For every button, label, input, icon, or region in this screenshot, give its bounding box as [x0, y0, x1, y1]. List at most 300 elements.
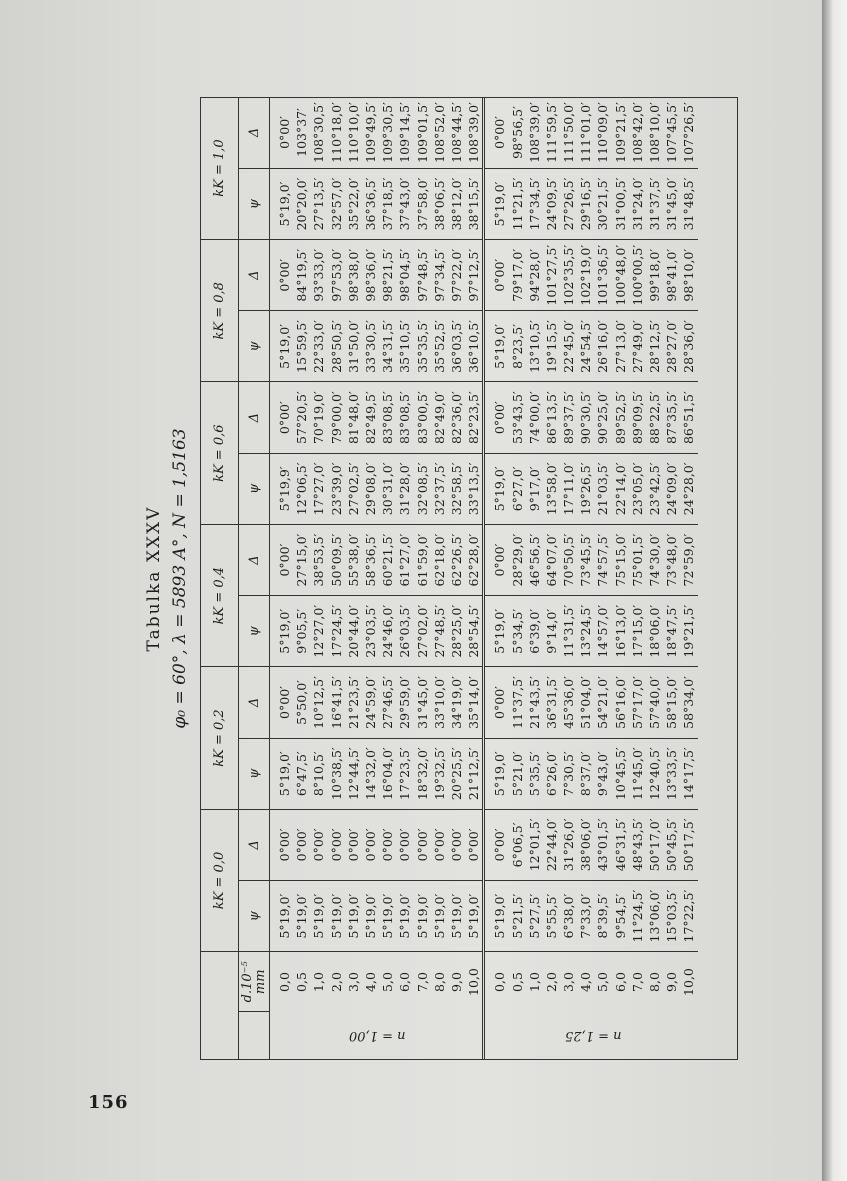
- psi-cell: 19°21,5′: [680, 596, 697, 667]
- psi-cell: 5°19,0′: [484, 738, 509, 809]
- psi-cell: 7°30,5′: [560, 738, 577, 809]
- delta-cell: 97°53,0′: [328, 240, 345, 311]
- table-row: [646, 97, 663, 1060]
- psi-cell: 28°12,5′: [646, 311, 663, 382]
- psi-cell: 5°27,5′: [526, 880, 543, 951]
- psi-cell: 31°48,5′: [680, 168, 697, 239]
- psi-cell: 5°19,0′: [310, 880, 327, 951]
- table-row: [526, 97, 543, 1060]
- psi-cell: 23°05,0′: [629, 453, 646, 524]
- delta-cell: 75°15,0′: [612, 524, 629, 595]
- delta-header: Δ: [239, 667, 270, 738]
- table-row: [484, 97, 509, 1060]
- table-row: [577, 97, 594, 1060]
- delta-cell: 101°36,5′: [594, 240, 611, 311]
- delta-cell: 108°52,0′: [431, 97, 448, 168]
- thickness-cell: 9,0: [448, 972, 464, 992]
- thickness-cell: 8,0: [647, 972, 663, 992]
- psi-cell: 27°49,0′: [629, 311, 646, 382]
- psi-cell: 35°22,0′: [345, 168, 362, 239]
- psi-cell: 32°57,0′: [328, 168, 345, 239]
- delta-cell: 50°17,5′: [680, 809, 697, 880]
- psi-cell: 5°21,5′: [508, 880, 525, 951]
- delta-cell: 0°00′: [345, 809, 362, 880]
- delta-cell: 51°04,0′: [577, 667, 594, 738]
- header-corner-d: [200, 952, 239, 1012]
- psi-cell: 9°17,0′: [526, 453, 543, 524]
- delta-cell: 0°00′: [431, 809, 448, 880]
- table-row: [663, 97, 680, 1060]
- thickness-cell: 1,0: [526, 972, 542, 992]
- delta-cell: 82°49,0′: [431, 382, 448, 453]
- psi-cell: 17°22,5′: [680, 880, 697, 951]
- psi-cell: 17°34,5′: [526, 168, 543, 239]
- thickness-cell: 3,0: [345, 972, 361, 992]
- psi-cell: 5°19,0′: [345, 880, 362, 951]
- table-row: [379, 97, 396, 1060]
- thickness-cell: 2,0: [328, 972, 344, 992]
- delta-cell: 98°04,5′: [396, 240, 413, 311]
- delta-cell: 102°19,0′: [577, 240, 594, 311]
- table-row: [448, 97, 465, 1060]
- psi-cell: 5°19,0′: [270, 168, 294, 239]
- delta-cell: 6°06,5′: [508, 809, 525, 880]
- delta-cell: 74°57,5′: [594, 524, 611, 595]
- delta-cell: 108°30,5′: [310, 97, 327, 168]
- delta-cell: 61°59,0′: [414, 524, 431, 595]
- psi-header: ψ: [239, 596, 270, 667]
- psi-cell: 28°27,0′: [663, 311, 680, 382]
- psi-cell: 20°20,0′: [293, 168, 310, 239]
- thickness-cell: 8,0: [431, 972, 447, 992]
- psi-cell: 34°31,5′: [379, 311, 396, 382]
- thickness-cell: 0,0: [277, 972, 293, 992]
- delta-cell: 79°17,0′: [508, 240, 525, 311]
- n-label-cell: [270, 1012, 484, 1060]
- psi-cell: 18°32,0′: [414, 738, 431, 809]
- delta-cell: 0°00′: [362, 809, 379, 880]
- delta-header: Δ: [239, 524, 270, 595]
- psi-cell: 16°04,0′: [379, 738, 396, 809]
- delta-cell: 57°20,5′: [293, 382, 310, 453]
- psi-cell: 22°14,0′: [612, 453, 629, 524]
- delta-cell: 62°28,0′: [465, 524, 484, 595]
- k-header: kK = 0,8: [200, 240, 239, 382]
- table-row: [414, 97, 431, 1060]
- d-header: d.10⁻⁵ mm: [239, 952, 270, 1012]
- psi-cell: 36°36,5′: [362, 168, 379, 239]
- psi-cell: 5°19,0′: [484, 453, 509, 524]
- delta-cell: 57°40,0′: [646, 667, 663, 738]
- delta-cell: 74°30,0′: [646, 524, 663, 595]
- delta-cell: 108°10,0′: [646, 97, 663, 168]
- k-header: kK = 0,0: [200, 809, 239, 951]
- delta-cell: 99°18,0′: [646, 240, 663, 311]
- delta-cell: 29°59,0′: [396, 667, 413, 738]
- delta-cell: 79°00,0′: [328, 382, 345, 453]
- thickness-cell: 0,5: [509, 972, 525, 992]
- delta-cell: 97°48,5′: [414, 240, 431, 311]
- delta-cell: 88°22,5′: [646, 382, 663, 453]
- delta-cell: 110°09,0′: [594, 97, 611, 168]
- n-label-cell: [484, 1012, 698, 1060]
- delta-cell: 100°00,5′: [629, 240, 646, 311]
- delta-header: Δ: [239, 809, 270, 880]
- delta-cell: 90°30,5′: [577, 382, 594, 453]
- delta-cell: 5°50,0′: [293, 667, 310, 738]
- delta-cell: 94°28,0′: [526, 240, 543, 311]
- k-header: kK = 0,2: [200, 667, 239, 809]
- delta-cell: 108°39,0′: [465, 97, 484, 168]
- delta-cell: 83°08,5′: [379, 382, 396, 453]
- psi-cell: 10°38,5′: [328, 738, 345, 809]
- delta-cell: 111°59,5′: [543, 97, 560, 168]
- psi-cell: 17°11,0′: [560, 453, 577, 524]
- psi-header: ψ: [239, 880, 270, 951]
- psi-cell: 24°28,0′: [680, 453, 697, 524]
- psi-cell: 29°16,5′: [577, 168, 594, 239]
- psi-cell: 5°19,0′: [270, 311, 294, 382]
- thickness-cell: 6,0: [397, 972, 413, 992]
- delta-cell: 110°10,0′: [345, 97, 362, 168]
- delta-cell: 0°00′: [414, 809, 431, 880]
- psi-cell: 11°31,5′: [560, 596, 577, 667]
- psi-cell: 13°10,5′: [526, 311, 543, 382]
- psi-cell: 31°37,5′: [646, 168, 663, 239]
- psi-cell: 5°19,0′: [270, 880, 294, 951]
- delta-cell: 107°26,5′: [680, 97, 697, 168]
- delta-cell: 83°00,5′: [414, 382, 431, 453]
- psi-cell: 36°03,5′: [448, 311, 465, 382]
- delta-cell: 70°50,5′: [560, 524, 577, 595]
- psi-cell: 5°19,0′: [484, 880, 509, 951]
- delta-cell: 27°46,5′: [379, 667, 396, 738]
- delta-cell: 0°00′: [484, 382, 509, 453]
- psi-cell: 10°45,5′: [612, 738, 629, 809]
- table-row: [293, 97, 310, 1060]
- psi-cell: 5°55,5′: [543, 880, 560, 951]
- table-row: [465, 97, 484, 1060]
- psi-cell: 5°19,0′: [379, 880, 396, 951]
- psi-cell: 27°13,5′: [310, 168, 327, 239]
- delta-cell: 97°22,0′: [448, 240, 465, 311]
- psi-cell: 24°09,5′: [543, 168, 560, 239]
- psi-header: ψ: [239, 453, 270, 524]
- delta-cell: 0°00′: [484, 97, 509, 168]
- delta-cell: 46°56,5′: [526, 524, 543, 595]
- thickness-cell: 4,0: [578, 972, 594, 992]
- psi-cell: 8°37,0′: [577, 738, 594, 809]
- delta-header: Δ: [239, 97, 270, 168]
- psi-cell: 11°45,0′: [629, 738, 646, 809]
- table-row: [560, 97, 577, 1060]
- delta-cell: 82°49,5′: [362, 382, 379, 453]
- thickness-cell: 6,0: [612, 972, 628, 992]
- delta-cell: 64°07,0′: [543, 524, 560, 595]
- delta-cell: 98°10,0′: [680, 240, 697, 311]
- psi-cell: 31°28,0′: [396, 453, 413, 524]
- psi-cell: 26°16,0′: [594, 311, 611, 382]
- delta-cell: 58°15,0′: [663, 667, 680, 738]
- psi-cell: 8°39,5′: [594, 880, 611, 951]
- table-row: [270, 97, 294, 1060]
- delta-cell: 34°19,0′: [448, 667, 465, 738]
- psi-cell: 5°19,0′: [270, 596, 294, 667]
- delta-cell: 31°26,0′: [560, 809, 577, 880]
- psi-cell: 35°35,5′: [414, 311, 431, 382]
- delta-cell: 0°00′: [379, 809, 396, 880]
- psi-cell: 5°19,0′: [293, 880, 310, 951]
- psi-cell: 9°43,0′: [594, 738, 611, 809]
- delta-cell: 43°01,5′: [594, 809, 611, 880]
- delta-cell: 108°39,0′: [526, 97, 543, 168]
- delta-cell: 0°00′: [270, 667, 294, 738]
- psi-cell: 19°15,5′: [543, 311, 560, 382]
- delta-cell: 73°45,5′: [577, 524, 594, 595]
- psi-cell: 21°03,5′: [594, 453, 611, 524]
- table-row: [629, 97, 646, 1060]
- psi-cell: 14°57,0′: [594, 596, 611, 667]
- psi-cell: 27°48,5′: [431, 596, 448, 667]
- psi-header: ψ: [239, 738, 270, 809]
- thickness-cell: 4,0: [363, 972, 379, 992]
- psi-cell: 30°31,0′: [379, 453, 396, 524]
- delta-cell: 24°59,0′: [362, 667, 379, 738]
- psi-cell: 5°19,0′: [270, 738, 294, 809]
- delta-cell: 54°21,0′: [594, 667, 611, 738]
- delta-cell: 102°35,5′: [560, 240, 577, 311]
- psi-cell: 20°44,0′: [345, 596, 362, 667]
- psi-cell: 5°19,0′: [414, 880, 431, 951]
- delta-cell: 0°00′: [484, 524, 509, 595]
- thickness-cell: 7,0: [629, 972, 645, 992]
- psi-cell: 12°27,0′: [310, 596, 327, 667]
- delta-cell: 58°36,5′: [362, 524, 379, 595]
- delta-cell: 73°48,0′: [663, 524, 680, 595]
- psi-cell: 8°10,5′: [310, 738, 327, 809]
- psi-cell: 7°33,0′: [577, 880, 594, 951]
- psi-cell: 37°18,5′: [379, 168, 396, 239]
- delta-cell: 53°43,5′: [508, 382, 525, 453]
- delta-cell: 31°45,0′: [414, 667, 431, 738]
- thickness-cell: 5,0: [380, 972, 396, 992]
- data-table: [200, 97, 698, 1060]
- delta-cell: 10°12,5′: [310, 667, 327, 738]
- delta-cell: 48°43,5′: [629, 809, 646, 880]
- psi-cell: 13°24,5′: [577, 596, 594, 667]
- delta-cell: 82°36,0′: [448, 382, 465, 453]
- psi-cell: 11°24,5′: [629, 880, 646, 951]
- delta-cell: 111°50,0′: [560, 97, 577, 168]
- psi-cell: 17°24,5′: [328, 596, 345, 667]
- delta-cell: 0°00′: [448, 809, 465, 880]
- psi-cell: 5°19,0′: [484, 168, 509, 239]
- psi-header: ψ: [239, 311, 270, 382]
- psi-cell: 5°19,0′: [465, 880, 484, 951]
- psi-cell: 12°44,5′: [345, 738, 362, 809]
- delta-cell: 110°18,0′: [328, 97, 345, 168]
- delta-cell: 0°00′: [270, 382, 294, 453]
- delta-cell: 86°13,5′: [543, 382, 560, 453]
- thickness-cell: 7,0: [414, 972, 430, 992]
- psi-cell: 32°37,5′: [431, 453, 448, 524]
- page-number: 156: [88, 1092, 129, 1113]
- psi-cell: 5°19,0′: [484, 596, 509, 667]
- delta-cell: 0°00′: [270, 240, 294, 311]
- table-row: [345, 97, 362, 1060]
- delta-cell: 86°51,5′: [680, 382, 697, 453]
- delta-cell: 50°09,5′: [328, 524, 345, 595]
- table-row: [362, 97, 379, 1060]
- delta-cell: 38°53,5′: [310, 524, 327, 595]
- n-label: n = 1,25: [564, 1028, 622, 1044]
- delta-cell: 60°21,5′: [379, 524, 396, 595]
- psi-cell: 24°09,0′: [663, 453, 680, 524]
- psi-cell: 6°26,0′: [543, 738, 560, 809]
- delta-cell: 87°35,5′: [663, 382, 680, 453]
- psi-cell: 13°58,0′: [543, 453, 560, 524]
- psi-cell: 19°26,5′: [577, 453, 594, 524]
- delta-cell: 100°48,0′: [612, 240, 629, 311]
- delta-cell: 62°26,5′: [448, 524, 465, 595]
- psi-cell: 11°21,5′: [508, 168, 525, 239]
- delta-cell: 22°44,0′: [543, 809, 560, 880]
- psi-cell: 5°19,9′: [270, 453, 294, 524]
- delta-cell: 81°48,0′: [345, 382, 362, 453]
- delta-cell: 111°01,0′: [577, 97, 594, 168]
- delta-cell: 70°19,0′: [310, 382, 327, 453]
- psi-cell: 33°13,5′: [465, 453, 484, 524]
- psi-cell: 6°38,0′: [560, 880, 577, 951]
- psi-cell: 5°19,0′: [396, 880, 413, 951]
- header-blank: [239, 1012, 270, 1060]
- delta-cell: 98°21,5′: [379, 240, 396, 311]
- psi-cell: 27°02,5′: [345, 453, 362, 524]
- psi-cell: 9°54,5′: [612, 880, 629, 951]
- n-label: n = 1,00: [349, 1028, 406, 1044]
- psi-cell: 37°43,0′: [396, 168, 413, 239]
- delta-cell: 108°44,5′: [448, 97, 465, 168]
- psi-cell: 38°12,0′: [448, 168, 465, 239]
- group-n125: [484, 97, 698, 1060]
- thickness-cell: 10,0: [466, 968, 482, 996]
- psi-cell: 15°03,5′: [663, 880, 680, 951]
- delta-cell: 33°10,0′: [431, 667, 448, 738]
- delta-cell: 89°52,5′: [612, 382, 629, 453]
- psi-cell: 15°59,5′: [293, 311, 310, 382]
- delta-cell: 0°00′: [310, 809, 327, 880]
- psi-cell: 23°39,0′: [328, 453, 345, 524]
- psi-cell: 5°19,0′: [448, 880, 465, 951]
- table-subtitle: φ₀ = 60°, λ = 5893 A°, N = 1,5163: [170, 428, 190, 729]
- psi-cell: 9°05,5′: [293, 596, 310, 667]
- table-row: [594, 97, 611, 1060]
- psi-cell: 5°35,5′: [526, 738, 543, 809]
- psi-cell: 33°30,5′: [362, 311, 379, 382]
- delta-cell: 45°36,0′: [560, 667, 577, 738]
- delta-cell: 0°00′: [293, 809, 310, 880]
- psi-cell: 6°39,0′: [526, 596, 543, 667]
- thickness-cell: 2,0: [543, 972, 559, 992]
- psi-cell: 17°15,0′: [629, 596, 646, 667]
- delta-cell: 57°17,0′: [629, 667, 646, 738]
- psi-cell: 27°02,0′: [414, 596, 431, 667]
- k-header: kK = 0,4: [200, 524, 239, 666]
- psi-cell: 6°27,0′: [508, 453, 525, 524]
- delta-cell: 108°42,0′: [629, 97, 646, 168]
- delta-cell: 0°00′: [465, 809, 484, 880]
- psi-cell: 5°34,5′: [508, 596, 525, 667]
- delta-cell: 74°00,0′: [526, 382, 543, 453]
- delta-cell: 109°30,5′: [379, 97, 396, 168]
- psi-cell: 5°19,0′: [431, 880, 448, 951]
- delta-cell: 109°14,5′: [396, 97, 413, 168]
- delta-cell: 12°01,5′: [526, 809, 543, 880]
- delta-cell: 46°31,5′: [612, 809, 629, 880]
- table-row: [680, 97, 697, 1060]
- psi-cell: 26°03,5′: [396, 596, 413, 667]
- delta-cell: 0°00′: [484, 667, 509, 738]
- delta-cell: 50°17,0′: [646, 809, 663, 880]
- group-n100: [270, 97, 484, 1060]
- psi-cell: 29°08,0′: [362, 453, 379, 524]
- psi-cell: 35°52,5′: [431, 311, 448, 382]
- delta-header: Δ: [239, 240, 270, 311]
- delta-cell: 103°37′: [293, 97, 310, 168]
- psi-cell: 13°06,0′: [646, 880, 663, 951]
- psi-cell: 28°36,0′: [680, 311, 697, 382]
- thickness-cell: 1,0: [311, 972, 327, 992]
- delta-cell: 84°19,5′: [293, 240, 310, 311]
- delta-cell: 0°00′: [270, 524, 294, 595]
- psi-cell: 5°19,0′: [328, 880, 345, 951]
- psi-cell: 31°00,5′: [612, 168, 629, 239]
- delta-cell: 0°00′: [270, 97, 294, 168]
- delta-cell: 98°38,0′: [345, 240, 362, 311]
- delta-cell: 21°43,5′: [526, 667, 543, 738]
- delta-cell: 109°21,5′: [612, 97, 629, 168]
- delta-cell: 109°01,5′: [414, 97, 431, 168]
- psi-cell: 32°08,5′: [414, 453, 431, 524]
- delta-cell: 55°38,0′: [345, 524, 362, 595]
- psi-cell: 31°24,0′: [629, 168, 646, 239]
- thickness-cell: 0,5: [294, 972, 310, 992]
- thickness-cell: 0,0: [492, 972, 508, 992]
- table-row: [612, 97, 629, 1060]
- psi-cell: 35°10,5′: [396, 311, 413, 382]
- delta-cell: 83°08,5′: [396, 382, 413, 453]
- delta-cell: 61°27,0′: [396, 524, 413, 595]
- delta-cell: 89°37,5′: [560, 382, 577, 453]
- delta-cell: 82°23,5′: [465, 382, 484, 453]
- thickness-cell: 9,0: [664, 972, 680, 992]
- delta-cell: 56°16,0′: [612, 667, 629, 738]
- psi-cell: 8°23,5′: [508, 311, 525, 382]
- psi-cell: 31°50,0′: [345, 311, 362, 382]
- table-title: Tabulka XXXV: [144, 505, 164, 652]
- psi-cell: 31°45,0′: [663, 168, 680, 239]
- psi-cell: 18°06,0′: [646, 596, 663, 667]
- delta-cell: 35°14,0′: [465, 667, 484, 738]
- psi-cell: 24°54,5′: [577, 311, 594, 382]
- delta-cell: 97°34,5′: [431, 240, 448, 311]
- psi-cell: 9°14,0′: [543, 596, 560, 667]
- psi-cell: 21°12,5′: [465, 738, 484, 809]
- psi-cell: 22°33,0′: [310, 311, 327, 382]
- k-header: kK = 0,6: [200, 382, 239, 524]
- delta-cell: 98°36,0′: [362, 240, 379, 311]
- psi-cell: 28°54,5′: [465, 596, 484, 667]
